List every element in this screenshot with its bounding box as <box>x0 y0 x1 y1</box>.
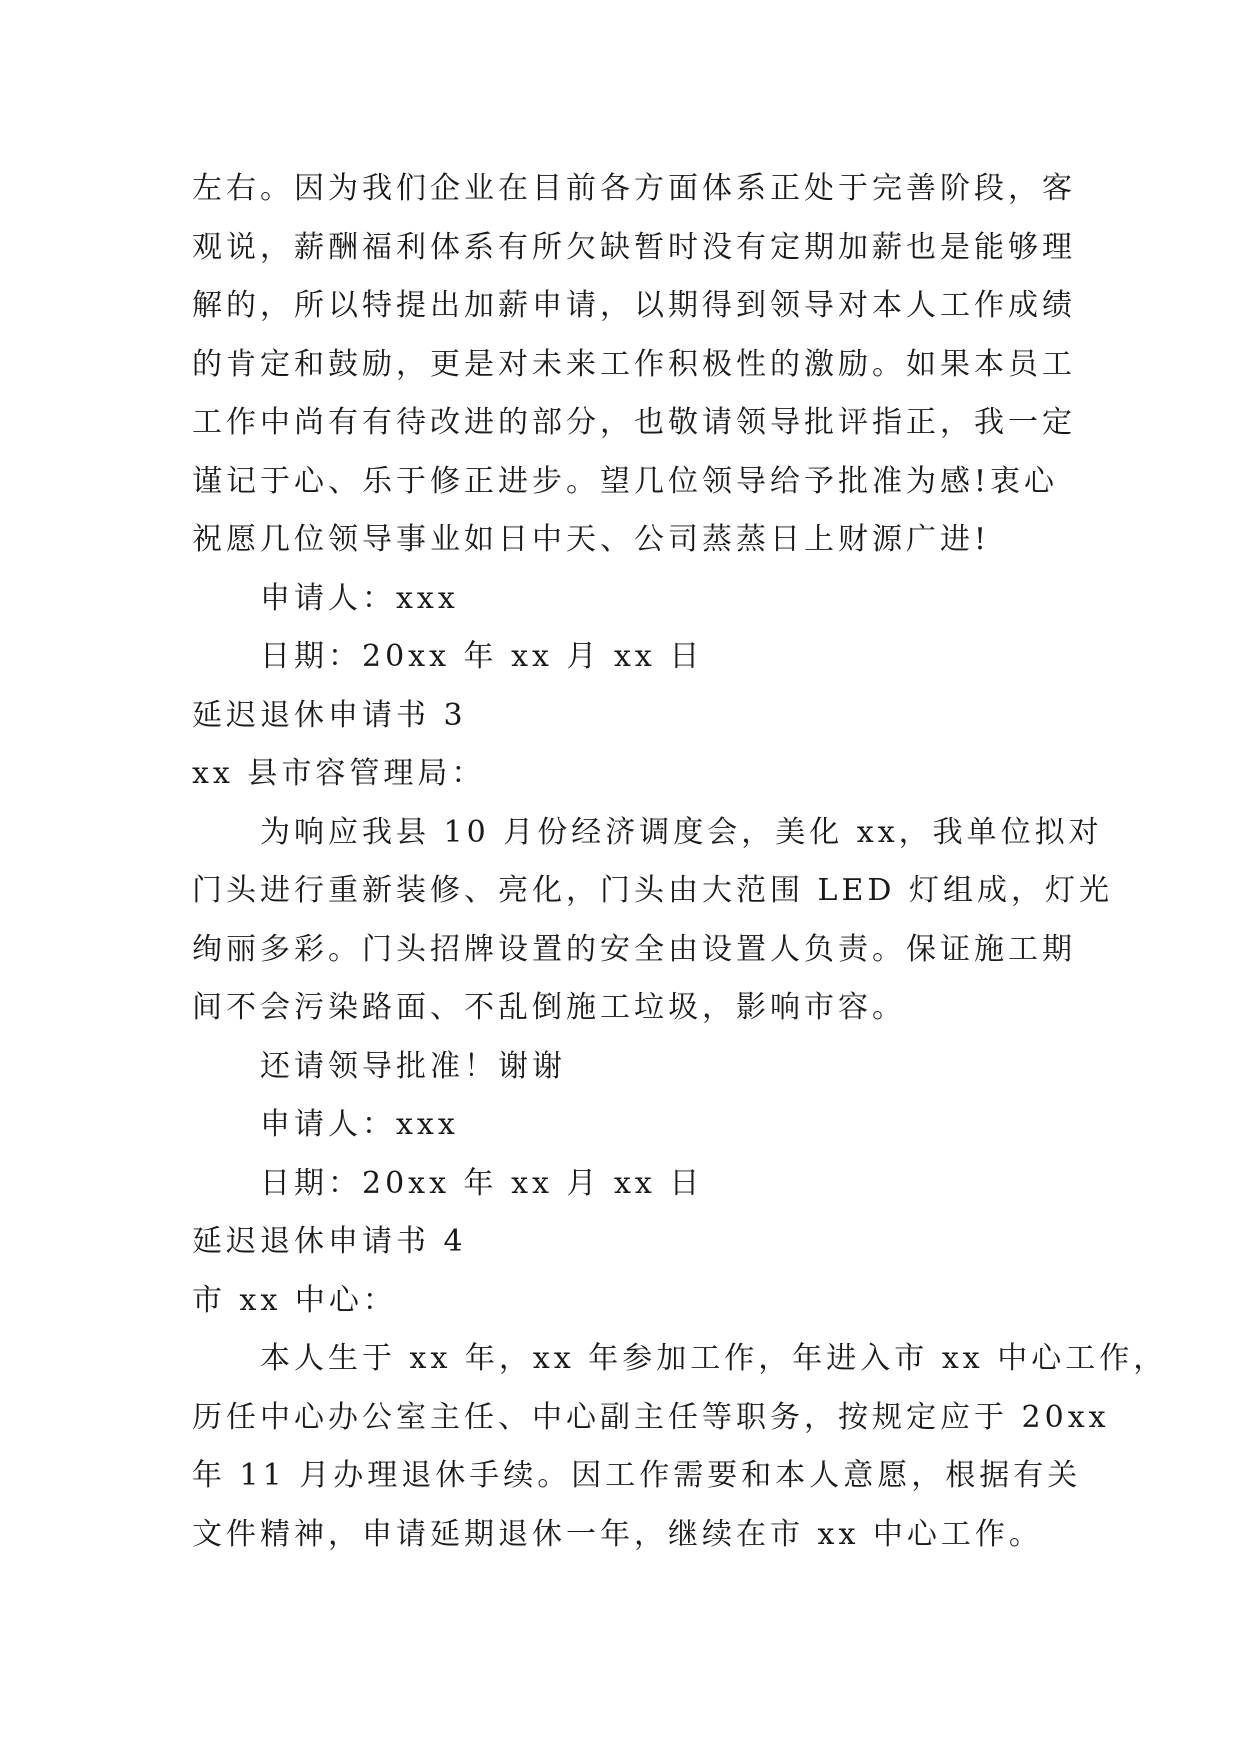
text-line: 年 11 月办理退休手续。因工作需要和本人意愿，根据有关 <box>192 1458 1082 1493</box>
text-line: 解的，所以特提出加薪申请，以期得到领导对本人工作成绩 <box>192 288 1076 323</box>
text-line: 为响应我县 10 月份经济调度会，美化 xx，我单位拟对 <box>260 814 1103 850</box>
text-line: 绚丽多彩。门头招牌设置的安全由设置人负责。保证施工期 <box>192 931 1076 967</box>
text-line: 申请人：xxx <box>260 1107 459 1142</box>
text-line: 观说，薪酬福利体系有所欠缺暂时没有定期加薪也是能够理 <box>192 229 1076 265</box>
text-line: 延迟退休申请书 3 <box>192 697 467 733</box>
text-line: 日期：20xx 年 xx 月 xx 日 <box>260 639 704 674</box>
text-line: 申请人：xxx <box>260 580 459 616</box>
text-line: 左右。因为我们企业在目前各方面体系正处于完善阶段，客 <box>192 171 1076 206</box>
text-line: 工作中尚有有待改进的部分，也敬请领导批评指正，我一定 <box>192 405 1076 440</box>
document-body <box>192 160 1168 1564</box>
text-line: 间不会污染路面、不乱倒施工垃圾，影响市容。 <box>192 990 906 1025</box>
text-line: 门头进行重新装修、亮化，门头由大范围 LED 灯组成，灯光 <box>192 873 1113 908</box>
text-line: 日期：20xx 年 xx 月 xx 日 <box>260 1165 704 1201</box>
text-line: 本人生于 xx 年，xx 年参加工作，年进入市 xx 中心工作， <box>260 1341 1168 1376</box>
text-line: 谨记于心、乐于修正进步。望几位领导给予批准为感!衷心 <box>192 463 1059 499</box>
text-line: 市 xx 中心： <box>192 1282 397 1318</box>
text-line: 文件精神，申请延期退休一年，继续在市 xx 中心工作。 <box>192 1516 1043 1552</box>
text-line: 还请领导批准！谢谢 <box>260 1048 566 1084</box>
text-line: 延迟退休申请书 4 <box>192 1224 467 1259</box>
text-line: xx 县市容管理局： <box>192 756 486 791</box>
text-line: 的肯定和鼓励，更是对未来工作积极性的激励。如果本员工 <box>192 346 1076 382</box>
text-line: 历任中心办公室主任、中心副主任等职务，按规定应于 20xx <box>192 1399 1110 1435</box>
text-line: 祝愿几位领导事业如日中天、公司蒸蒸日上财源广进! <box>192 522 991 557</box>
